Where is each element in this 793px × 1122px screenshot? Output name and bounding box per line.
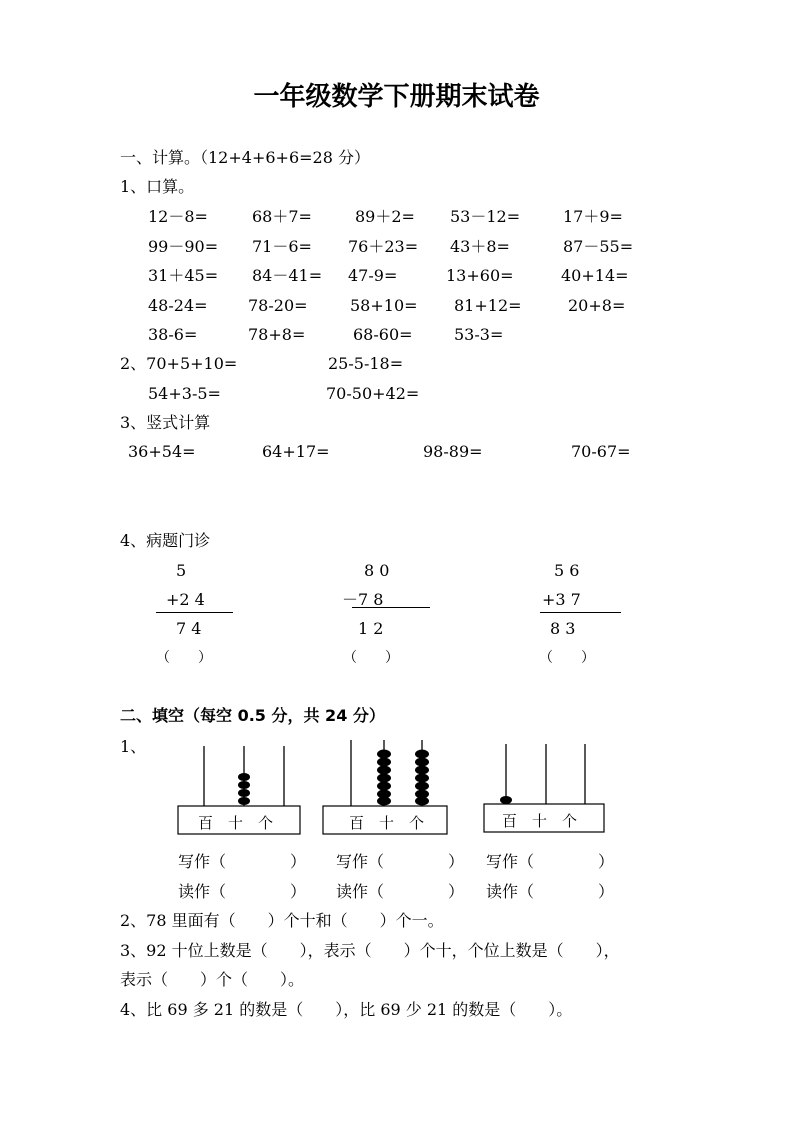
write-as-blank: 写作（ ） [178,852,307,871]
problem-result: 7 4 [176,619,202,638]
arith-item: 13+60= [446,266,514,285]
abacus-bead [500,796,512,804]
abacus-bead [415,782,429,791]
abacus-bead [415,774,429,783]
q2-item: 70-50+42= [326,384,420,403]
q3-item: 36+54= [128,442,196,461]
read-as-blank: 读作（ ） [336,882,465,901]
write-as-blank: 写作（ ） [486,852,615,871]
problem-top: 5 6 [554,561,580,580]
arith-item: 87－55= [563,237,634,256]
read-as-blank: 读作（ ） [178,882,307,901]
read-as-blank: 读作（ ） [486,882,615,901]
q3-item: 64+17= [262,442,330,461]
abacus-bead [415,758,429,767]
q3-item: 70-67= [571,442,631,461]
problem-underline [540,612,621,613]
q2-item: 54+3-5= [148,384,221,403]
arith-item: 68-60= [353,325,413,344]
abacus-bead [377,766,391,775]
arith-item: 76＋23= [348,237,419,256]
abacus-bead [377,758,391,767]
arith-item: 48-24= [148,296,208,315]
section2-heading: 二、填空（每空 0.5 分，共 24 分） [120,706,385,725]
arith-item: 53－12= [450,207,521,226]
problem-operand: －7 8 [342,590,384,609]
section1-heading: 一、计算。（12+4+6+6=28 分） [120,148,370,167]
write-as-blank: 写作（ ） [336,852,465,871]
q1-label: 1、口算。 [120,177,195,196]
abacus-bead [238,773,250,781]
q3-item: 98-89= [423,442,483,461]
arith-item: 12－8= [148,207,208,226]
arith-item: 20+8= [568,296,626,315]
problem-underline [156,612,233,613]
arith-item: 40+14= [561,266,629,285]
fill-q1-label: 1、 [120,737,147,756]
abacus-bead [377,797,391,806]
abacus-place-labels: 百 十 个 [502,812,578,830]
abacus-bead [377,774,391,783]
abacus-bead [238,797,250,805]
arith-item: 99－90= [148,237,219,256]
q2-item: 25-5-18= [328,354,404,373]
q2-item: 2、70+5+10= [120,354,238,373]
problem-top: 5 [176,561,187,580]
q3-label: 3、竖式计算 [120,413,211,432]
fill-q4: 4、比 69 多 21 的数是（ ），比 69 少 21 的数是（ ）。 [120,1000,573,1019]
abacus-bead [238,789,250,797]
q4-label: 4、病题门诊 [120,531,211,550]
arith-item: 81+12= [454,296,522,315]
arith-item: 17＋9= [563,207,623,226]
problem-result: 1 2 [358,619,384,638]
problem-result: 8 3 [550,619,576,638]
arith-item: 78+8= [248,325,306,344]
arith-item: 43＋8= [450,237,510,256]
abacus-place-labels: 百 十 个 [349,814,425,832]
problem-answer-blank: （ ） [156,650,212,666]
abacus-bead [415,750,429,759]
arith-item: 84－41= [252,266,323,285]
fill-q2: 2、78 里面有（ ）个十和（ ）个一。 [120,911,444,930]
arith-item: 71－6= [252,237,312,256]
abacus-bead [238,781,250,789]
arith-item: 89＋2= [355,207,415,226]
abacus-ones-beads [415,750,429,806]
problem-underline [352,607,430,608]
arith-item: 68＋7= [252,207,312,226]
arith-item: 78-20= [248,296,308,315]
problem-operand: +2 4 [166,590,205,609]
fill-q3-line2: 表示（ ）个（ ）。 [120,970,305,989]
problem-answer-blank: （ ） [539,650,595,666]
abacus-bead [377,782,391,791]
abacus-tens-beads [238,773,250,805]
abacus-place-labels: 百 十 个 [198,814,274,832]
problem-operand: +3 7 [542,590,581,609]
arith-item: 47-9= [348,266,398,285]
fill-q3-line1: 3、92 十位上数是（ ），表示（ ）个十，个位上数是（ ）， [120,941,620,960]
arith-item: 58+10= [350,296,418,315]
abacus-bead [377,750,391,759]
arith-item: 31＋45= [148,266,219,285]
arith-item: 53-3= [454,325,504,344]
page-title: 一年级数学下册期末试卷 [253,82,540,112]
abacus-bead [415,766,429,775]
problem-answer-blank: （ ） [343,650,399,666]
abacus-tens-beads [377,750,391,806]
problem-top: 8 0 [364,561,390,580]
abacus-bead [415,797,429,806]
arith-item: 38-6= [148,325,198,344]
